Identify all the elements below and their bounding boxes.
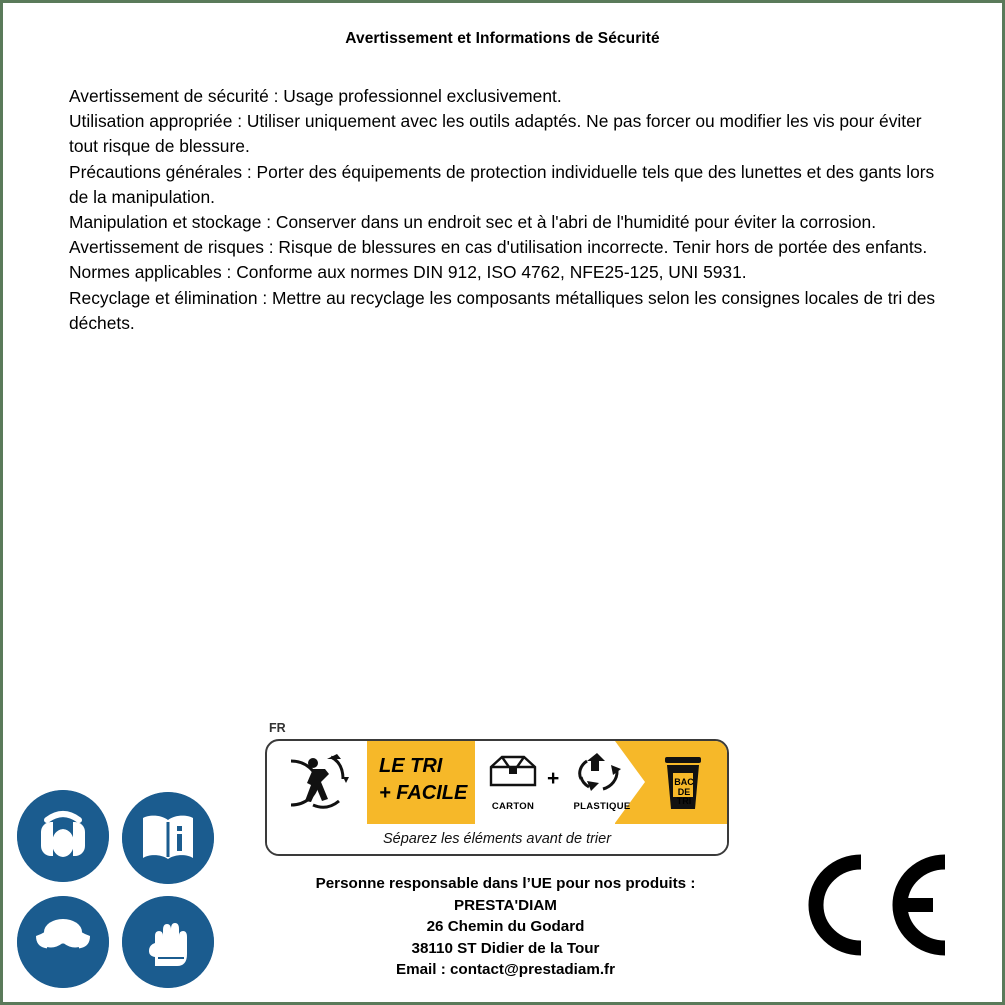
paragraph-risk-warning: Avertissement de risques : Risque de blessures en cas d'utilisation incorrecte. Tenir hors de portée des enfants. [69, 237, 928, 258]
read-instructions-icon [122, 792, 214, 884]
company-address: 26 Chemin du Godard [426, 918, 585, 935]
country-code-label: FR [269, 721, 286, 735]
company-name: PRESTA'DIAM [454, 896, 557, 914]
plastic-pictogram [567, 749, 637, 812]
label-headline [379, 753, 475, 807]
paragraph-standards: Normes applicables : Conforme aux normes DIN 912, ISO 4762, NFE25-125, UNI 5931. [69, 262, 747, 283]
safety-text-block [69, 84, 949, 336]
paragraph-proper-use: Utilisation appropriée : Utiliser uniquement avec les outils adaptés. Ne pas forcer ou modifier les vis pour éviter tout risque de blessure. [69, 111, 922, 157]
triman-icon [283, 751, 363, 820]
paragraph-safety-warning: Avertissement de sécurité : Usage professionnel exclusivement. [69, 86, 562, 106]
company-city: 38110 ST Didier de la Tour [411, 939, 600, 957]
paragraph-general-precautions: Précautions générales : Porter des équipements de protection individuelle tels que des lunettes et des gants lors de la manipulation. [69, 161, 935, 207]
plus-sign: + [547, 767, 560, 790]
heading-prefix: Personne responsable dans l’ [315, 875, 531, 892]
plastic-caption: PLASTIQUE [573, 801, 631, 812]
carton-caption: CARTON [491, 801, 535, 812]
label-footer-text: Séparez les éléments avant de trier [267, 824, 727, 854]
sorting-bin-pictogram [651, 749, 717, 807]
ear-protection-icon [17, 790, 109, 882]
carton-pictogram [483, 749, 543, 812]
heading-ue: UE [530, 875, 552, 892]
bin-caption [651, 778, 717, 807]
bin-caption-line1: BAC [674, 777, 694, 787]
label-headline-line1: LE TRI [379, 755, 443, 777]
paragraph-recycling: Recyclage et élimination : Mettre au recyclage les composants métalliques selon les consignes locales de tri des déchets. [69, 287, 936, 333]
bin-caption-line2: DE [677, 786, 691, 797]
company-email: Email : contact@prestadiam.fr [395, 961, 616, 978]
triman-label-box [265, 739, 729, 856]
label-headline-line2: + FACILE [379, 782, 468, 804]
ce-marking [803, 850, 953, 960]
bin-caption-line3: TRI [676, 796, 692, 806]
heading-suffix: pour nos produits : [551, 875, 696, 892]
page-title: Avertissement et Informations de Sécurité [345, 30, 660, 47]
recycling-sorting-label [265, 721, 725, 856]
paragraph-handling-storage: Manipulation et stockage : Conserver dans un endroit sec et à l'abri de l'humidité pour éviter la corrosion. [69, 212, 877, 233]
